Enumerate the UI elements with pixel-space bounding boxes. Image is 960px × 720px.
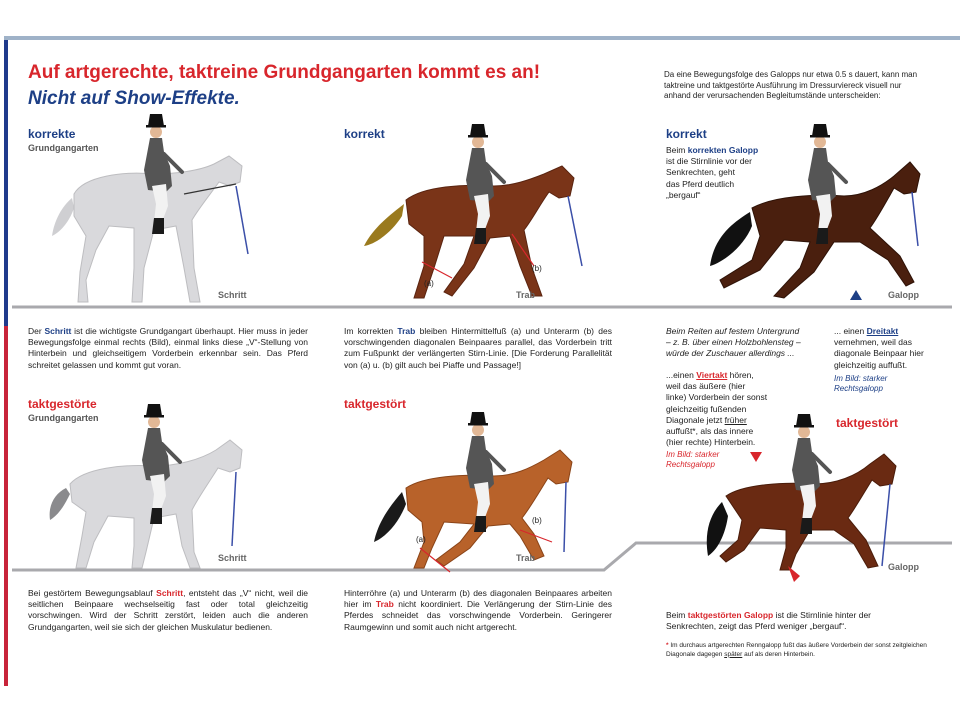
walk-correct-keyword: Schritt xyxy=(44,326,72,336)
intro-text: Da eine Bewegungsfolge des Galopps nur etwa 0.5 s dauert, kann man taktreine und taktgestörte Ausführung im Dressurviereck visuell nur anhand der verursachenden Begleitumstände unterscheiden: xyxy=(664,70,918,100)
note-keyword-1: korrekten xyxy=(687,145,727,155)
heading-canter-correct: korrekt xyxy=(666,127,707,141)
trot-faulty-p1: Hinterröhre (a) und Unterarm (b) des diagonalen Beinpaares arbeiten hier im xyxy=(344,588,612,610)
ground-line-bottom xyxy=(12,543,952,570)
viertakt-keyword: Viertakt xyxy=(696,370,728,380)
label-b-faulty: (b) xyxy=(532,516,542,525)
caption-viertakt-2: Rechtsgalopp xyxy=(666,460,715,469)
footnote-star: * xyxy=(666,642,669,649)
text-trot-correct xyxy=(344,326,612,371)
canter-faulty-keyword: taktgestörten Galopp xyxy=(687,610,774,620)
down-triangle-icon xyxy=(750,452,762,462)
caption-dreitakt-1: Im Bild: starker xyxy=(834,374,888,383)
dreitakt-pre: ... einen xyxy=(834,326,867,336)
viertakt-l5-key: früher xyxy=(724,414,747,425)
footnote-p1: Im durchaus artgerechten Renngalopp fußt das äußere Vorderbein der sonst zeitgleichen Diagonale dagegen xyxy=(666,642,927,658)
heading-walk-correct: korrekte xyxy=(28,127,76,141)
text-walk-correct xyxy=(28,326,308,371)
viertakt-l2: weil das äußere (hier xyxy=(666,381,746,392)
gait-label-trot-faulty: Trab xyxy=(516,553,536,563)
note-line-3: Senkrechten, geht xyxy=(666,167,735,178)
canter-left-l3: würde der Zuschauer allerdings ... xyxy=(666,348,795,359)
canter-faulty-p1: Beim xyxy=(666,610,688,620)
canter-correct-note xyxy=(666,145,776,201)
canter-left-l1: Beim Reiten auf festem Untergrund xyxy=(666,326,800,336)
page-subtitle: Nicht auf Show-Effekte. xyxy=(28,88,240,109)
walk-faulty-keyword: Schritt xyxy=(156,588,184,598)
text-canter-left-intro xyxy=(666,326,826,360)
horse-trot-correct xyxy=(364,124,582,298)
note-line-4: das Pferd deutlich xyxy=(666,178,735,189)
trot-correct-p1: Im korrekten xyxy=(344,326,398,336)
viertakt-post: hören, xyxy=(727,370,754,380)
horse-trot-faulty xyxy=(374,412,572,572)
label-a-correct: (a) xyxy=(424,279,434,288)
text-trot-faulty xyxy=(344,588,612,633)
viertakt-pre: ...einen xyxy=(666,370,697,380)
trot-correct-keyword: Trab xyxy=(397,326,416,336)
heading-trot-correct: korrekt xyxy=(344,127,385,141)
canter-left-l2: – z. B. über einen Holzbohlensteg – xyxy=(666,337,801,348)
gait-label-canter-correct: Galopp xyxy=(888,290,919,300)
walk-faulty-p2: , entsteht das „V“ nicht, weil die seitlichen Beinpaare wechselseitig fast oder total gleichzeitig vorschwingen. Wird der Schritt zerstört, leiden auch die anderen Grundgangarten, weil sie sich der gleichen Muskulatur bedienen. xyxy=(28,588,308,632)
dreitakt-l4: gleichzeitig auffußt. xyxy=(834,359,908,370)
footnote xyxy=(666,642,928,659)
viertakt-l5-pre: Diagonale jetzt xyxy=(666,414,725,425)
walk-correct-p2: ist die wichtigste Grundgangart überhaupt. Hier muss in jeder Bewegungsfolge einmal rechts (Bild), einmal links diese „V“-Stellung von Hinterbein und gleichseitigem Vorderbein erkennbar sein. Das Pferd schreitet gelassen und kommt gut voran. xyxy=(28,326,308,370)
gait-label-walk-correct: Schritt xyxy=(218,290,247,300)
page-title: Auf artgerechte, taktreine Grundgangarten kommt es an! xyxy=(28,62,541,83)
label-a-faulty: (a) xyxy=(416,535,426,544)
text-canter-dreitakt xyxy=(834,326,944,371)
gait-label-trot-correct: Trab xyxy=(516,290,536,300)
canter-faulty-p2: ist die Stirnlinie hinter der Senkrechten, zeigt das Pferd weniger „bergauf“. xyxy=(666,610,872,632)
viertakt-l3: linke) Vorderbein der sonst xyxy=(666,392,768,403)
caption-viertakt-1: Im Bild: starker xyxy=(666,450,720,459)
trot-faulty-keyword: Trab xyxy=(375,599,394,610)
up-triangle-icon xyxy=(850,290,862,300)
caption-viertakt xyxy=(666,450,719,470)
trot-faulty-p2: nicht koordiniert. Die Verlängerung der Stirn-Linie des Pferdes schneidet das vorschwingende Vorderbein. Geringerer Raumgewinn und somit auch nicht artgerecht. xyxy=(344,599,612,632)
note-keyword-2: Galopp xyxy=(728,145,759,155)
heading-trot-faulty: taktgestört xyxy=(344,397,407,411)
viertakt-l7: (hier rechte) Hinterbein. xyxy=(666,437,756,448)
dreitakt-l3: diagonale Beinpaar hier xyxy=(834,348,924,359)
text-walk-faulty xyxy=(28,588,308,633)
gait-label-walk-faulty: Schritt xyxy=(218,553,247,563)
horse-walk-faulty xyxy=(50,404,242,568)
heading-walk-faulty: taktgestörte xyxy=(28,397,97,411)
note-line-5: „bergauf“ xyxy=(666,189,701,200)
label-b-correct: (b) xyxy=(532,264,542,273)
viertakt-l6: auffußt*, als das innere xyxy=(666,426,754,437)
text-canter-faulty xyxy=(666,610,886,632)
walk-faulty-p1: Bei gestörtem Bewegungsablauf xyxy=(28,588,157,598)
dreitakt-l2: vernehmen, weil das xyxy=(834,337,912,348)
caption-dreitakt xyxy=(834,374,887,394)
note-line-2: ist die Stirnlinie vor der xyxy=(666,156,752,167)
note-pre: Beim xyxy=(666,145,688,155)
footnote-p2: auf als deren Hinterbein. xyxy=(742,650,815,658)
viertakt-l4: gleichzeitig fußenden xyxy=(666,403,747,414)
page-frame xyxy=(4,36,960,686)
text-canter-viertakt xyxy=(666,370,826,448)
gait-label-canter-faulty: Galopp xyxy=(888,562,919,572)
footnote-keyword: später xyxy=(724,650,743,658)
subheading-walk-faulty: Grundgangarten xyxy=(28,413,99,423)
walk-correct-p1: Der xyxy=(28,326,45,336)
caption-dreitakt-2: Rechtsgalopp xyxy=(834,384,883,393)
subheading-walk-correct: Grundgangarten xyxy=(28,143,99,153)
trot-correct-p2: bleiben Hintermittelfuß (a) und Unterarm (b) des vorschwingenden diagonalen Beinpaares parallel, das Vorderbein tritt zum Fußpunkt der verlängerten Stirn-Linie. [Die Forderung Parallelität von (a) u. (b) gilt auch bei Piaffe und Passage!] xyxy=(344,326,612,370)
heading-canter-faulty: taktgestört xyxy=(836,416,899,430)
dreitakt-keyword: Dreitakt xyxy=(866,326,899,336)
